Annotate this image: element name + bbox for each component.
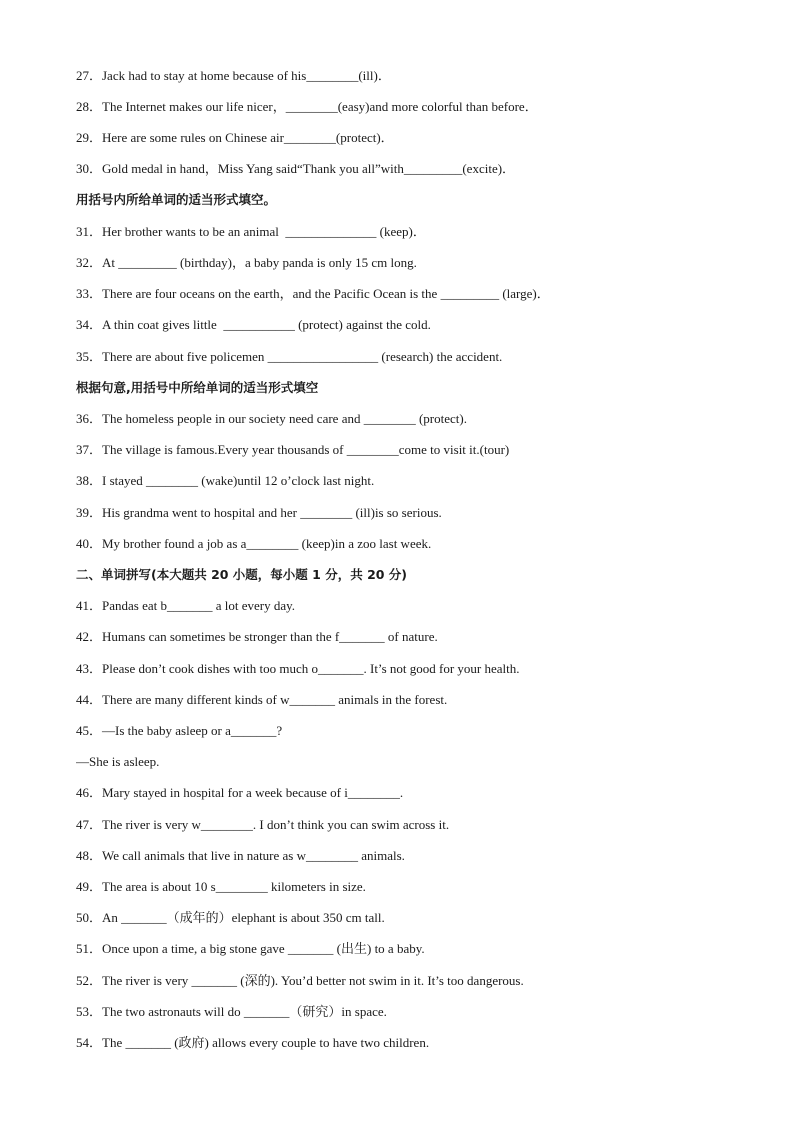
- question-34: 34．A thin coat gives little ___________ (protect) against the cold.: [76, 317, 431, 332]
- question-29: 29．Here are some rules on Chinese air________(protect)．: [76, 130, 394, 145]
- question-45: 45．—Is the baby asleep or a_______?: [76, 723, 283, 738]
- question-53: 53．The two astronauts will do _______（研究）in space.: [76, 1004, 387, 1019]
- question-33: 33．There are four oceans on the earth，and the Pacific Ocean is the _________ (large)．: [76, 286, 550, 301]
- question-49: 49．The area is about 10 s________ kilometers in size.: [76, 879, 366, 894]
- question-46: 46．Mary stayed in hospital for a week because of i________.: [76, 785, 404, 800]
- question-48: 48．We call animals that live in nature as w________ animals.: [76, 848, 405, 863]
- question-40: 40．My brother found a job as a________ (keep)in a zoo last week.: [76, 536, 432, 551]
- question-42: 42．Humans can sometimes be stronger than the f_______ of nature.: [76, 629, 438, 644]
- section-instruction-1: 用括号内所给单词的适当形式填空。: [76, 192, 277, 207]
- question-45-answer: —She is asleep.: [76, 754, 160, 769]
- question-47: 47．The river is very w________. I don’t think you can swim across it.: [76, 817, 450, 832]
- question-50: 50．An _______（成年的）elephant is about 350 cm tall.: [76, 910, 385, 925]
- question-28: 28．The Internet makes our life nicer，________(easy)and more colorful than before．: [76, 99, 538, 114]
- section-heading-spelling: 二、单词拼写(本大题共 20 小题，每小题 1 分，共 20 分): [76, 567, 408, 582]
- question-32: 32．At _________ (birthday)，a baby panda is only 15 cm long.: [76, 255, 417, 270]
- question-30: 30．Gold medal in hand，Miss Yang said“Thank you all”with_________(excite)．: [76, 161, 516, 176]
- question-43: 43．Please don’t cook dishes with too much o_______. It’s not good for your health.: [76, 661, 520, 676]
- question-39: 39．His grandma went to hospital and her ________ (ill)is so serious.: [76, 505, 442, 520]
- question-52: 52．The river is very _______ (深的). You’d better not swim in it. It’s too dangerous.: [76, 973, 524, 988]
- question-35: 35．There are about five policemen _________________ (research) the accident.: [76, 349, 503, 364]
- question-44: 44．There are many different kinds of w_______ animals in the forest.: [76, 692, 448, 707]
- question-31: 31．Her brother wants to be an animal ______________ (keep)．: [76, 224, 426, 239]
- section-instruction-2: 根据句意,用括号中所给单词的适当形式填空: [76, 380, 319, 395]
- question-36: 36．The homeless people in our society need care and ________ (protect).: [76, 411, 467, 426]
- question-27: 27．Jack had to stay at home because of his________(ill)．: [76, 68, 391, 83]
- question-41: 41．Pandas eat b_______ a lot every day.: [76, 598, 296, 613]
- question-51: 51．Once upon a time, a big stone gave _______ (出生) to a baby.: [76, 941, 425, 956]
- question-54: 54．The _______ (政府) allows every couple to have two children.: [76, 1035, 430, 1050]
- question-37: 37．The village is famous.Every year thousands of ________come to visit it.(tour): [76, 442, 510, 457]
- question-38: 38．I stayed ________ (wake)until 12 o’clock last night.: [76, 473, 375, 488]
